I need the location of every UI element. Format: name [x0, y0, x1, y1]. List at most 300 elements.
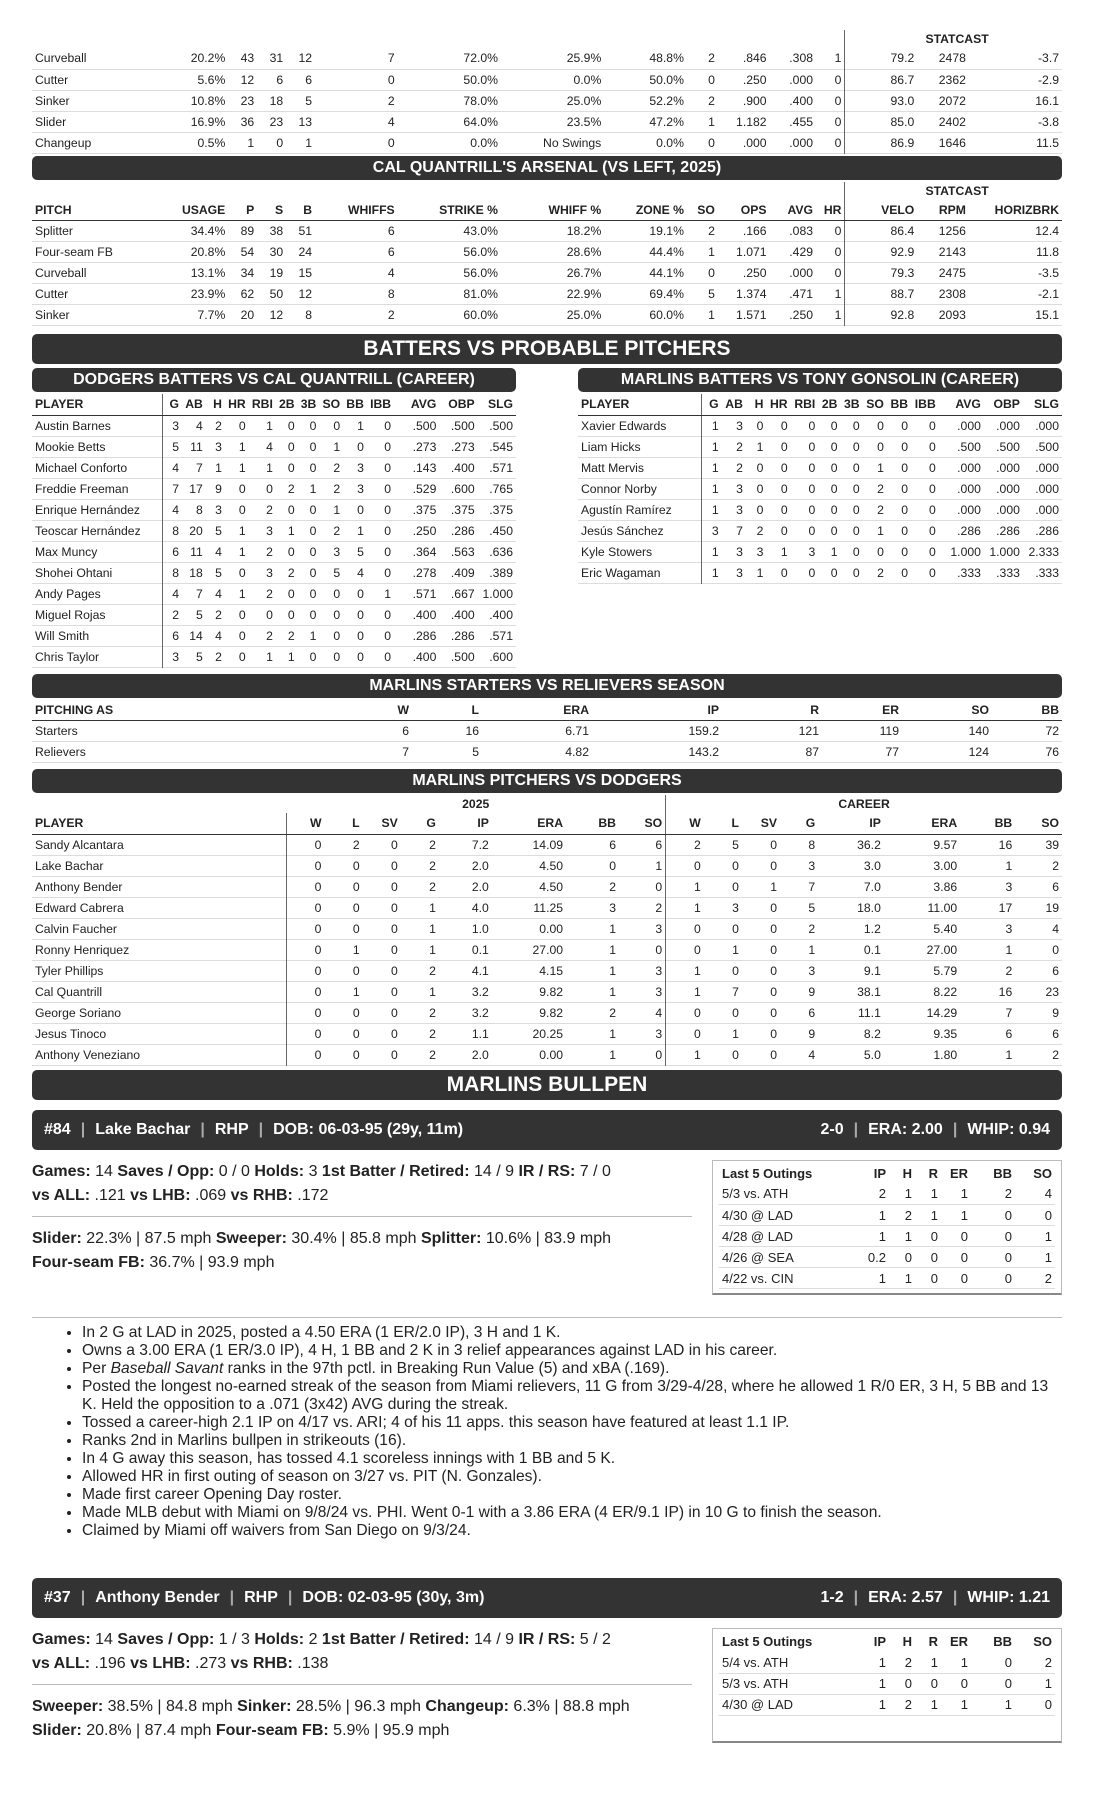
table-cell: 6 [1005, 1026, 1013, 1041]
table-cell: Anthony Veneziano [35, 1047, 141, 1062]
table-cell: Miguel Rojas [35, 607, 106, 622]
table-cell: .000 [1035, 481, 1059, 496]
table-cell: 69.4% [649, 287, 684, 301]
table-cell: 86.7 [845, 69, 917, 90]
table-cell: 1.182 [736, 114, 767, 129]
table-cell: .375 [412, 502, 437, 517]
table-row [32, 415, 516, 436]
table-cell: 23.9% [190, 287, 226, 301]
table-row [32, 855, 1062, 876]
column-header: R [722, 700, 822, 721]
table-cell: 1 [930, 1186, 938, 1202]
table-cell: 0 [352, 963, 360, 978]
table-cell: 1 [701, 499, 722, 520]
table-cell: 3.86 [933, 879, 958, 894]
table-cell: 2 [1044, 1654, 1052, 1670]
table-cell: 1 [830, 544, 838, 559]
table-cell: 81.0% [463, 287, 498, 301]
last-outings-2 [712, 1628, 1062, 1743]
table-cell: 16.1 [1035, 93, 1059, 108]
table-cell: 1 [878, 1207, 886, 1223]
table-cell: 47.2% [649, 114, 684, 129]
table-row [32, 305, 1062, 326]
table-cell: 86.4 [845, 221, 917, 242]
table-cell: 8 [387, 287, 395, 301]
table-row [719, 1652, 1055, 1673]
column-header: OBP [439, 394, 477, 415]
table-cell: 36 [240, 114, 255, 129]
column-header: G [163, 394, 182, 415]
table-cell: 6 [276, 72, 284, 87]
table-cell: 1 [333, 502, 341, 517]
table-cell: 9.82 [539, 984, 564, 999]
table-cell: 3 [808, 858, 816, 873]
pitcher-whip: WHIP: 0.94 [967, 1120, 1050, 1138]
table-cell: Austin Barnes [35, 418, 111, 433]
table-cell: Kyle Stowers [581, 544, 653, 559]
table-cell: 0 [352, 1026, 360, 1041]
table-cell: 1 [238, 523, 246, 538]
table-cell: Xavier Edwards [581, 418, 667, 433]
table-cell: 0 [1004, 1270, 1012, 1286]
table-cell: 0 [238, 502, 246, 517]
table-cell: 0 [732, 963, 739, 978]
table-row [719, 1673, 1055, 1694]
table-cell: 50.0% [463, 72, 498, 87]
table-cell: .333 [996, 565, 1020, 580]
table-cell: 2 [287, 565, 295, 580]
table-cell: 1 [247, 135, 255, 150]
table-cell: 4 [215, 628, 222, 643]
pitcher-dob: DOB: 06-03-95 (29y, 11m) [273, 1120, 464, 1138]
table-cell: 0.0% [573, 72, 602, 87]
pitcher-notes [32, 1317, 1062, 1540]
usage-line-2: Games: 14 Saves / Opp: 1 / 3 Holds: 2 1st Batter / Retired: 14 / 9 IR / RS: 5 / 2 [32, 1631, 611, 1648]
table-cell: 0 [390, 1026, 398, 1041]
table-cell: 1 [930, 1207, 938, 1223]
table-cell: 27.00 [926, 942, 958, 957]
table-cell: Mookie Betts [35, 439, 106, 454]
table-cell: 39 [1045, 837, 1059, 852]
table-cell: 7.0 [863, 879, 881, 894]
table-cell: 1 [708, 245, 715, 259]
table-cell: Cutter [35, 72, 69, 87]
table-cell: -3.7 [1037, 51, 1059, 66]
table-cell: 0 [830, 460, 838, 475]
table-cell: 1 [238, 586, 246, 601]
table-cell: 4 [1052, 921, 1059, 936]
table-cell: 11.25 [533, 900, 564, 915]
column-header: IP [592, 700, 722, 721]
table-row [32, 604, 516, 625]
table-cell: 0 [960, 1249, 968, 1265]
table-cell: 1 [878, 1228, 886, 1244]
table-cell: 89 [240, 224, 255, 238]
table-cell: .400 [412, 649, 437, 664]
table-cell: 1 [238, 544, 246, 559]
table-cell: .375 [450, 502, 475, 517]
table-cell: 0 [852, 439, 860, 454]
table-cell: 6 [1052, 963, 1059, 978]
table-cell: 0 [309, 649, 317, 664]
table-cell: Jesús Sánchez [581, 523, 664, 538]
column-header: PLAYER [32, 813, 286, 834]
column-header: SO [1015, 813, 1062, 834]
table-cell: 1 [904, 1228, 912, 1244]
table-cell: 5.40 [933, 921, 958, 936]
table-cell: Sandy Alcantara [35, 837, 124, 852]
table-cell: 0 [708, 135, 715, 150]
column-header: L [412, 700, 482, 721]
table-cell: 0.00 [539, 921, 564, 936]
table-cell: 2 [429, 1005, 436, 1020]
table-cell: 0 [904, 1249, 912, 1265]
table-cell: 0 [286, 981, 324, 1002]
table-cell: 0 [780, 418, 788, 433]
table-cell: 0 [780, 565, 788, 580]
table-cell: 1 [708, 308, 715, 322]
table-cell: 2 [1052, 1047, 1059, 1062]
table-cell: 0 [830, 523, 838, 538]
table-cell: 13.1% [190, 266, 226, 280]
table-cell: 0 [928, 523, 936, 538]
table-cell: 0 [287, 607, 295, 622]
table-cell: 1 [238, 439, 246, 454]
table-cell: 1 [1044, 1676, 1052, 1691]
table-cell: .000 [957, 481, 981, 496]
table-row [32, 834, 1062, 855]
table-cell: 0 [770, 1005, 778, 1020]
column-header: OPS [718, 200, 770, 221]
table-cell: 18 [269, 93, 284, 108]
column-header: 3B [840, 394, 862, 415]
table-cell: .400 [450, 607, 475, 622]
table-cell: Slider [35, 114, 67, 129]
table-cell: 12 [298, 287, 313, 301]
table-cell: 3 [756, 544, 764, 559]
table-cell: .375 [489, 502, 513, 517]
table-cell: 0.1 [471, 942, 489, 957]
table-cell: 0 [287, 418, 295, 433]
table-cell: 2 [333, 523, 341, 538]
table-cell: 0 [756, 481, 764, 496]
table-cell: 0 [928, 565, 936, 580]
table-cell: 24 [298, 245, 313, 259]
table-cell: 6 [163, 625, 182, 646]
table-cell: Freddie Freeman [35, 481, 129, 496]
table-cell: 0 [384, 439, 392, 454]
table-cell: 0 [834, 245, 842, 259]
table-cell: 1 [930, 1654, 938, 1670]
table-row [32, 242, 1062, 263]
table-row [32, 960, 1062, 981]
table-cell: 5 [357, 544, 364, 559]
table-cell: 11 [190, 439, 203, 454]
table-cell: .500 [996, 439, 1020, 454]
table-cell: 3 [357, 460, 364, 475]
table-cell: Sinker [35, 93, 70, 108]
note-item: • Posted the longest no-earned streak of the season from Miami relievers, 11 G from 3/29-4/28, where he allowed 1 R/0 ER, 3 H, 5 BB and 13 K. Held the opposition to a .071 (3x42) AVG during the streak. [82, 1378, 1062, 1414]
table-row [578, 436, 1062, 457]
table-cell: 1 [215, 460, 222, 475]
table-cell: 2 [1052, 858, 1059, 873]
marlins-bvp-title: MARLINS BATTERS VS TONY GONSOLIN (CAREER) [578, 368, 1062, 392]
table-cell: 16 [998, 984, 1013, 999]
table-cell: 0 [1004, 1676, 1012, 1691]
table-cell: 2 [287, 628, 295, 643]
table-cell: 44.4% [649, 245, 684, 259]
table-row [32, 90, 1062, 111]
table-cell: 124 [968, 745, 989, 759]
table-cell: 1 [266, 418, 273, 433]
starters-title: MARLINS STARTERS VS RELIEVERS SEASON [32, 674, 1062, 698]
table-cell: Max Muncy [35, 544, 98, 559]
table-cell: Tyler Phillips [35, 963, 104, 978]
table-cell: 3 [732, 900, 739, 915]
table-cell: 0 [770, 942, 778, 957]
column-header: HR [816, 200, 845, 221]
table-cell: Cal Quantrill [35, 984, 103, 999]
table-cell: 3 [736, 565, 743, 580]
column-header: 2B [818, 394, 840, 415]
table-cell: 4/26 @ SEA [722, 1249, 794, 1265]
table-cell: 2 [429, 858, 436, 873]
table-cell: 0 [390, 879, 398, 894]
table-cell: .000 [1035, 460, 1059, 475]
table-cell: 1 [1005, 858, 1013, 873]
table-cell: 4 [196, 418, 203, 433]
column-header: G [780, 813, 818, 834]
table-cell: 88.7 [845, 284, 917, 305]
table-cell: 5 [808, 900, 816, 915]
table-cell: .500 [412, 418, 437, 433]
table-cell: .273 [450, 439, 475, 454]
table-row [32, 1044, 1062, 1065]
table-cell: 0 [808, 481, 816, 496]
table-cell: 1 [287, 649, 295, 664]
table-cell: 4 [163, 499, 182, 520]
table-cell: 6 [163, 541, 182, 562]
table-cell: 2 [287, 481, 295, 496]
table-cell: 12 [240, 72, 255, 87]
column-header: ER [949, 1165, 968, 1181]
table-cell: -2.9 [1037, 72, 1059, 87]
table-cell: 1 [666, 876, 704, 897]
table-cell: .000 [996, 481, 1020, 496]
table-cell: 4.0 [471, 900, 489, 915]
table-cell: .471 [789, 287, 814, 301]
table-cell: 6 [609, 837, 616, 852]
table-cell: 0 [877, 418, 884, 433]
table-cell: 1 [1044, 1249, 1052, 1265]
table-cell: 0 [852, 523, 860, 538]
table-cell: 44.1% [649, 266, 684, 280]
table-cell: 121 [798, 724, 819, 738]
table-cell: 1 [732, 1026, 739, 1041]
table-cell: 7 [1005, 1005, 1013, 1020]
table-cell: 6 [808, 1005, 816, 1020]
table-row [578, 520, 1062, 541]
column-header: AB [722, 394, 746, 415]
column-header: AB [182, 394, 206, 415]
table-cell: Will Smith [35, 628, 90, 643]
table-cell: Matt Mervis [581, 460, 644, 475]
table-cell: 0 [384, 523, 392, 538]
table-cell: 2362 [938, 72, 966, 87]
column-header: IBB [367, 394, 394, 415]
table-cell: .000 [789, 72, 814, 87]
table-cell: 0 [384, 565, 392, 580]
table-cell: Curveball [35, 51, 87, 66]
table-cell: 1.571 [736, 308, 767, 322]
table-cell: 0 [901, 544, 909, 559]
table-cell: Jesus Tinoco [35, 1026, 107, 1041]
table-cell: 12 [298, 51, 313, 66]
table-cell: 0 [655, 879, 663, 894]
table-cell: 0 [930, 1676, 938, 1691]
table-cell: 0 [352, 879, 360, 894]
table-row [719, 1226, 1055, 1247]
table-cell: 2 [215, 607, 222, 622]
column-header: R [928, 1634, 938, 1649]
table-cell: 0 [352, 1047, 360, 1062]
table-cell: .500 [450, 418, 475, 433]
column-header: SV [742, 813, 780, 834]
table-cell: 0 [780, 439, 788, 454]
table-cell: 3 [655, 984, 663, 999]
table-cell: 1 [384, 586, 392, 601]
column-header: OBP [984, 394, 1023, 415]
table-cell: 5/3 vs. ATH [722, 1676, 789, 1691]
table-cell: 25.0% [566, 308, 602, 322]
table-cell: 1 [266, 460, 273, 475]
pitcher-hand: RHP [214, 1120, 249, 1138]
table-cell: 3 [609, 900, 616, 915]
table-cell: .400 [789, 93, 814, 108]
table-cell: 0 [928, 502, 936, 517]
table-cell: 8.2 [863, 1026, 881, 1041]
column-header: STRIKE % [398, 200, 501, 221]
table-cell: 1 [666, 1044, 704, 1065]
table-cell: 2.0 [471, 1047, 489, 1062]
table-cell: 4 [387, 114, 395, 129]
note-item: • Made MLB debut with Miami on 9/8/24 vs. PHI. Went 0-1 with a 3.86 ERA (4 ER/9.1 IP) in 10 G to finish the season. [82, 1504, 1062, 1522]
table-cell: 3 [736, 481, 743, 496]
table-cell: 16 [465, 724, 479, 738]
table-cell: 0 [655, 1047, 663, 1062]
table-cell: 0 [830, 418, 838, 433]
table-cell: .429 [789, 245, 814, 259]
table-cell: 2 [1005, 963, 1013, 978]
table-cell: .000 [957, 460, 981, 475]
table-cell: 3 [736, 544, 743, 559]
table-cell: 3 [808, 963, 816, 978]
table-cell: 2.0 [471, 858, 489, 873]
table-cell: 2 [333, 481, 341, 496]
table-cell: 16.9% [190, 114, 226, 129]
table-cell: Eric Wagaman [581, 565, 661, 580]
table-cell: Sinker [35, 308, 70, 322]
table-cell: 52.2% [649, 93, 684, 108]
table-cell: 0 [276, 135, 284, 150]
table-cell: Curveball [35, 266, 87, 280]
note-item: • In 4 G away this season, has tossed 4.1 scoreless innings with 1 BB and 5 K. [82, 1450, 1062, 1468]
table-cell: 1 [666, 981, 704, 1002]
table-cell: 0 [287, 439, 295, 454]
table-cell: 0 [357, 649, 364, 664]
table-cell: 4.1 [471, 963, 489, 978]
table-cell: 11.1 [858, 1005, 881, 1020]
table-cell: 11.5 [1036, 135, 1059, 150]
table-cell: Liam Hicks [581, 439, 641, 454]
table-cell: 3 [1005, 879, 1013, 894]
table-cell: 7.2 [471, 837, 489, 852]
table-cell: 10.8% [190, 93, 226, 108]
table-cell: 2 [655, 900, 663, 915]
table-cell: 92.8 [845, 305, 917, 326]
table-cell: 1 [1004, 1697, 1012, 1712]
table-cell: .667 [450, 586, 475, 601]
table-cell: 3 [357, 481, 364, 496]
table-cell: 64.0% [463, 114, 498, 129]
bvp-section [32, 366, 1062, 668]
table-cell: 0 [780, 523, 788, 538]
table-cell: 4 [357, 565, 364, 580]
table-cell: 2 [904, 1697, 912, 1712]
table-cell: 3 [266, 523, 273, 538]
table-cell: 3 [655, 1026, 663, 1041]
table-cell: 1256 [938, 224, 966, 238]
column-header: L [324, 813, 362, 834]
table-row [578, 562, 1062, 583]
table-cell: 7 [196, 460, 203, 475]
table-cell: 1 [309, 481, 317, 496]
table-cell: 2 [429, 1047, 436, 1062]
table-cell: 3 [333, 544, 341, 559]
table-cell: 0 [390, 984, 398, 999]
table-cell: 9.82 [539, 1005, 564, 1020]
table-cell: 9 [215, 481, 222, 496]
table-cell: .000 [789, 266, 814, 280]
table-cell: 79.2 [845, 48, 917, 69]
table-cell: 5 [196, 607, 203, 622]
table-cell: 0.2 [867, 1249, 886, 1265]
table-cell: 0 [333, 586, 341, 601]
table-cell: 1 [904, 1270, 912, 1286]
table-cell: 0 [609, 858, 616, 873]
column-header: BB [993, 1165, 1012, 1181]
table-cell: 6.71 [565, 724, 589, 738]
pitcher-record-2: 1-2 [820, 1589, 844, 1606]
table-row [32, 541, 516, 562]
table-cell: -3.8 [1037, 114, 1059, 129]
table-cell: .600 [450, 481, 475, 496]
table-cell: 6 [387, 224, 395, 238]
table-cell: 19.1% [649, 224, 684, 238]
column-header: RPM [917, 200, 969, 221]
table-row [32, 625, 516, 646]
table-cell: 15 [298, 266, 313, 280]
table-cell: 43.0% [463, 224, 498, 238]
table-cell: .000 [1035, 502, 1059, 517]
table-cell: 4 [266, 439, 273, 454]
pvd-career-label: CAREER [666, 795, 1062, 813]
table-row [32, 939, 1062, 960]
table-cell: 19 [269, 266, 284, 280]
table-cell: 0 [238, 649, 246, 664]
table-cell: 0.1 [863, 942, 881, 957]
table-cell: 0 [287, 586, 295, 601]
